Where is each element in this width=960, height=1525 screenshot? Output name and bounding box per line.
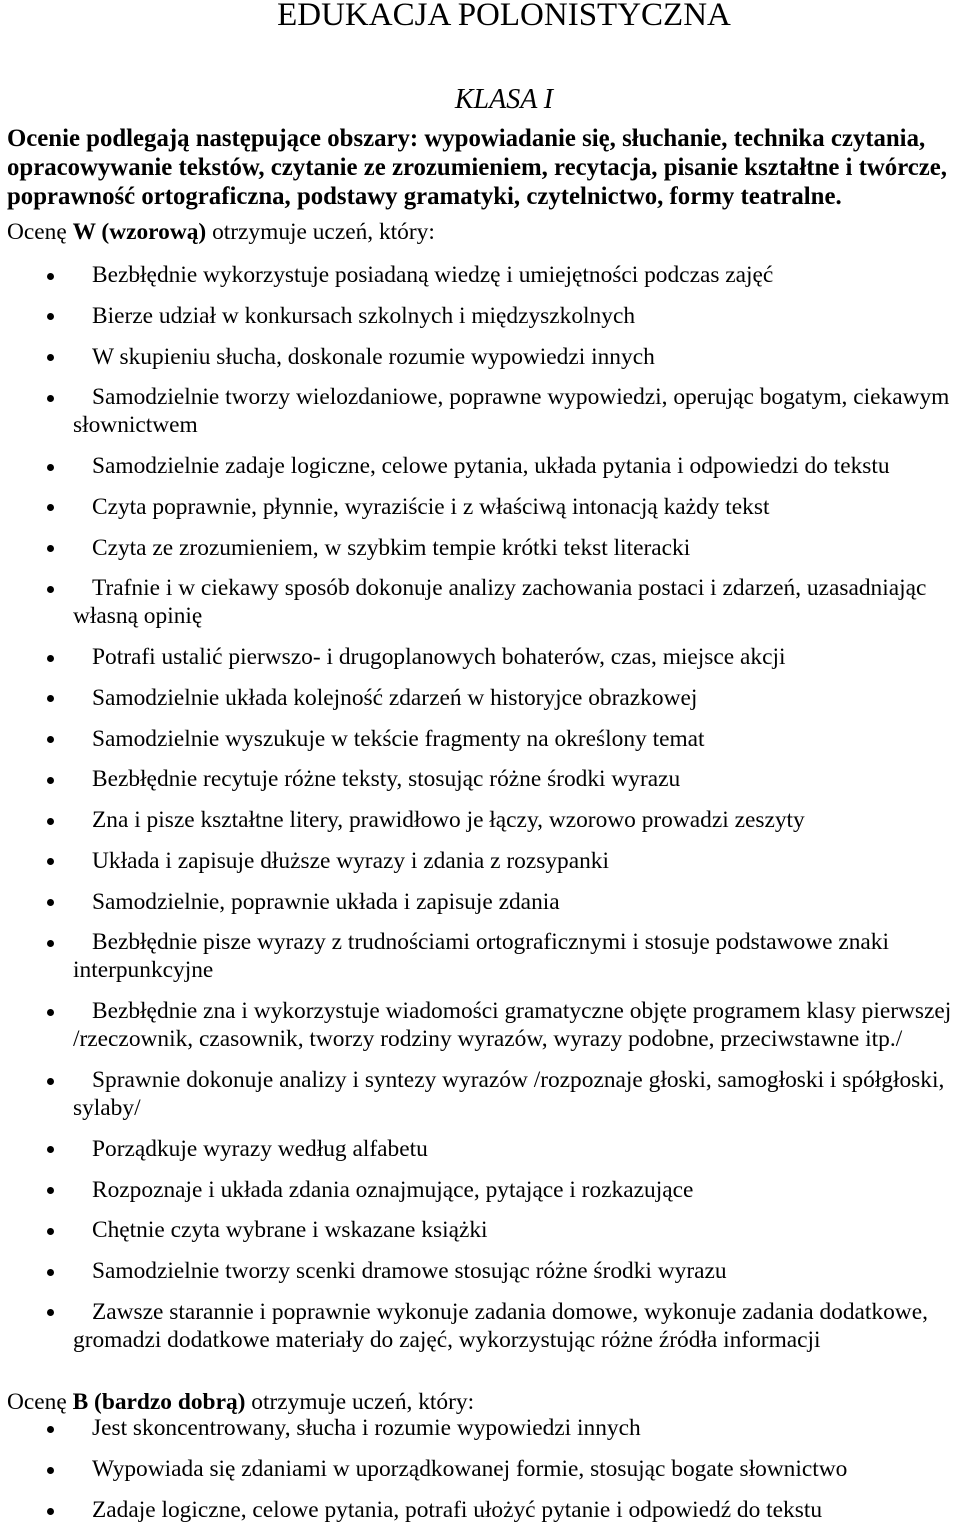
- intro-paragraph: [7, 124, 947, 211]
- bullet-icon: [47, 1508, 54, 1515]
- heading-prefix: Ocenę: [7, 219, 67, 245]
- criterion-item: [73, 997, 951, 1053]
- criterion-item: [73, 1298, 951, 1354]
- criterion-item: [73, 1414, 847, 1442]
- criterion-item: [73, 806, 951, 834]
- criterion-item: [73, 1257, 951, 1285]
- bullet-icon: [47, 695, 54, 702]
- criterion-text: Samodzielnie, poprawnie układa i zapisuje zdania: [92, 888, 560, 915]
- criterion-text: Czyta poprawnie, płynnie, wyraziście i z właściwą intonacją każdy tekst: [92, 493, 770, 520]
- bullet-icon: [47, 655, 54, 662]
- criterion-text: Chętnie czyta wybrane i wskazane książki: [92, 1217, 488, 1244]
- bullet-icon: [47, 858, 54, 865]
- criterion-text: Samodzielnie tworzy scenki dramowe stosując różne środki wyrazu: [92, 1258, 727, 1285]
- criterion-item: [73, 1066, 951, 1122]
- criterion-item: [73, 765, 951, 793]
- criterion-item: [73, 725, 951, 753]
- criterion-text-continued: gromadzi dodatkowe materiały do zajęć, wykorzystując różne źródła informacji: [73, 1326, 821, 1353]
- heading-prefix: Ocenę: [7, 1389, 67, 1415]
- intro-line: opracowywanie tekstów, czytanie ze zrozumieniem, recytacja, pisanie kształtne i twórcze,: [7, 154, 947, 181]
- bullet-icon: [47, 1426, 54, 1433]
- criterion-text: Zna i pisze kształtne litery, prawidłowo je łączy, wzorowo prowadzi zeszyty: [92, 807, 805, 834]
- criterion-item: [73, 493, 951, 521]
- criterion-text: Trafnie i w ciekawy sposób dokonuje analizy zachowania postaci i zdarzeń, uzasadniając: [92, 575, 927, 602]
- criterion-item: [73, 302, 951, 330]
- bullet-icon: [47, 395, 54, 402]
- bullet-icon: [47, 1467, 54, 1474]
- criterion-text: Bezbłędnie recytuje różne teksty, stosując różne środki wyrazu: [92, 766, 681, 793]
- criterion-text-continued: własną opinię: [73, 603, 203, 630]
- criterion-item: [73, 261, 951, 289]
- bullet-icon: [47, 504, 54, 511]
- criterion-item: [73, 1135, 951, 1163]
- criterion-text: Samodzielnie tworzy wielozdaniowe, poprawne wypowiedzi, operując bogatym, ciekawym: [92, 384, 950, 411]
- criterion-text: Samodzielnie wyszukuje w tekście fragmenty na określony temat: [92, 725, 705, 752]
- bullet-icon: [47, 586, 54, 593]
- criterion-item: [73, 928, 951, 984]
- criterion-item: [73, 343, 951, 371]
- criterion-text: Jest skoncentrowany, słucha i rozumie wypowiedzi innych: [92, 1415, 641, 1441]
- criterion-item: [73, 452, 951, 480]
- criterion-text: Bezbłędnie zna i wykorzystuje wiadomości gramatyczne objęte programem klasy pierwszej: [92, 998, 952, 1025]
- criterion-text: Bezbłędnie pisze wyrazy z trudnościami ortograficznymi i stosuje podstawowe znaki: [92, 929, 889, 956]
- criterion-text-continued: słownictwem: [73, 412, 198, 439]
- criteria-list-b: [73, 1414, 847, 1525]
- criterion-text: Bierze udział w konkursach szkolnych i międzyszkolnych: [92, 302, 636, 329]
- criterion-text: Samodzielnie zadaje logiczne, celowe pytania, układa pytania i odpowiedzi do tekstu: [92, 453, 890, 480]
- grade-label: W (wzorową): [72, 219, 207, 245]
- criterion-text: Bezbłędnie wykorzystuje posiadaną wiedzę i umiejętności podczas zajęć: [92, 262, 774, 288]
- criterion-item: [73, 643, 951, 671]
- bullet-icon: [47, 1309, 54, 1316]
- criterion-item: [73, 1455, 847, 1483]
- bullet-icon: [47, 273, 54, 280]
- class-label: KLASA I: [454, 84, 554, 115]
- criterion-item: [73, 574, 951, 630]
- criterion-text: Samodzielnie układa kolejność zdarzeń w historyjce obrazkowej: [92, 684, 698, 711]
- bullet-icon: [47, 545, 54, 552]
- bullet-icon: [47, 1146, 54, 1153]
- bullet-icon: [47, 736, 54, 743]
- bullet-icon: [47, 940, 54, 947]
- heading-suffix: otrzymuje uczeń, który:: [251, 1389, 475, 1415]
- criterion-text: Zadaje logiczne, celowe pytania, potrafi ułożyć pytanie i odpowiedź do tekstu: [92, 1497, 823, 1523]
- criteria-list-w: [73, 261, 951, 1354]
- bullet-icon: [47, 1269, 54, 1276]
- criterion-text: W skupieniu słucha, doskonale rozumie wypowiedzi innych: [92, 343, 655, 370]
- criterion-item: [73, 888, 951, 916]
- bullet-icon: [47, 464, 54, 471]
- criterion-item: [73, 1176, 951, 1204]
- criterion-text-continued: /rzeczownik, czasownik, tworzy rodziny wyrazów, wyrazy podobne, przeciwstawne itp./: [73, 1026, 903, 1053]
- criterion-text: Zawsze starannie i poprawnie wykonuje zadania domowe, wykonuje zadania dodatkowe,: [92, 1298, 928, 1325]
- criterion-text-continued: interpunkcyjne: [73, 957, 214, 984]
- criterion-text: Wypowiada się zdaniami w uporządkowanej formie, stosując bogate słownictwo: [92, 1456, 848, 1482]
- criterion-text: Sprawnie dokonuje analizy i syntezy wyrazów /rozpoznaje głoski, samogłoski i spółgłoski,: [92, 1067, 945, 1094]
- criterion-text: Układa i zapisuje dłuższe wyrazy i zdania z rozsypanki: [92, 847, 609, 874]
- criterion-item: [73, 1496, 847, 1524]
- bullet-icon: [47, 313, 54, 320]
- criterion-item: [73, 847, 951, 875]
- bullet-icon: [47, 1009, 54, 1016]
- criterion-text: Rozpoznaje i układa zdania oznajmujące, pytające i rozkazujące: [92, 1176, 694, 1203]
- criterion-text: Potrafi ustalić pierwszo- i drugoplanowych bohaterów, czas, miejsce akcji: [92, 644, 786, 671]
- bullet-icon: [47, 1187, 54, 1194]
- page-title: EDUKACJA POLONISTYCZNA: [277, 0, 731, 33]
- bullet-icon: [47, 899, 54, 906]
- grade-w-heading: [7, 218, 435, 246]
- bullet-icon: [47, 777, 54, 784]
- criterion-item: [73, 383, 951, 439]
- grade-label: B (bardzo dobrą): [72, 1389, 246, 1415]
- criterion-item: [73, 1216, 951, 1244]
- criterion-item: [73, 534, 951, 562]
- bullet-icon: [47, 818, 54, 825]
- bullet-icon: [47, 1228, 54, 1235]
- criterion-item: [73, 684, 951, 712]
- grade-b-heading: [7, 1388, 474, 1416]
- criterion-text-continued: sylaby/: [73, 1095, 141, 1122]
- bullet-icon: [47, 1078, 54, 1085]
- intro-line: poprawność ortograficzna, podstawy gramatyki, czytelnictwo, formy teatralne.: [7, 183, 842, 210]
- bullet-icon: [47, 354, 54, 361]
- intro-line: Ocenie podlegają następujące obszary: wypowiadanie się, słuchanie, technika czytania,: [7, 125, 926, 152]
- criterion-text: Czyta ze zrozumieniem, w szybkim tempie krótki tekst literacki: [92, 534, 691, 561]
- heading-suffix: otrzymuje uczeń, który:: [212, 219, 435, 245]
- criterion-text: Porządkuje wyrazy według alfabetu: [92, 1135, 428, 1162]
